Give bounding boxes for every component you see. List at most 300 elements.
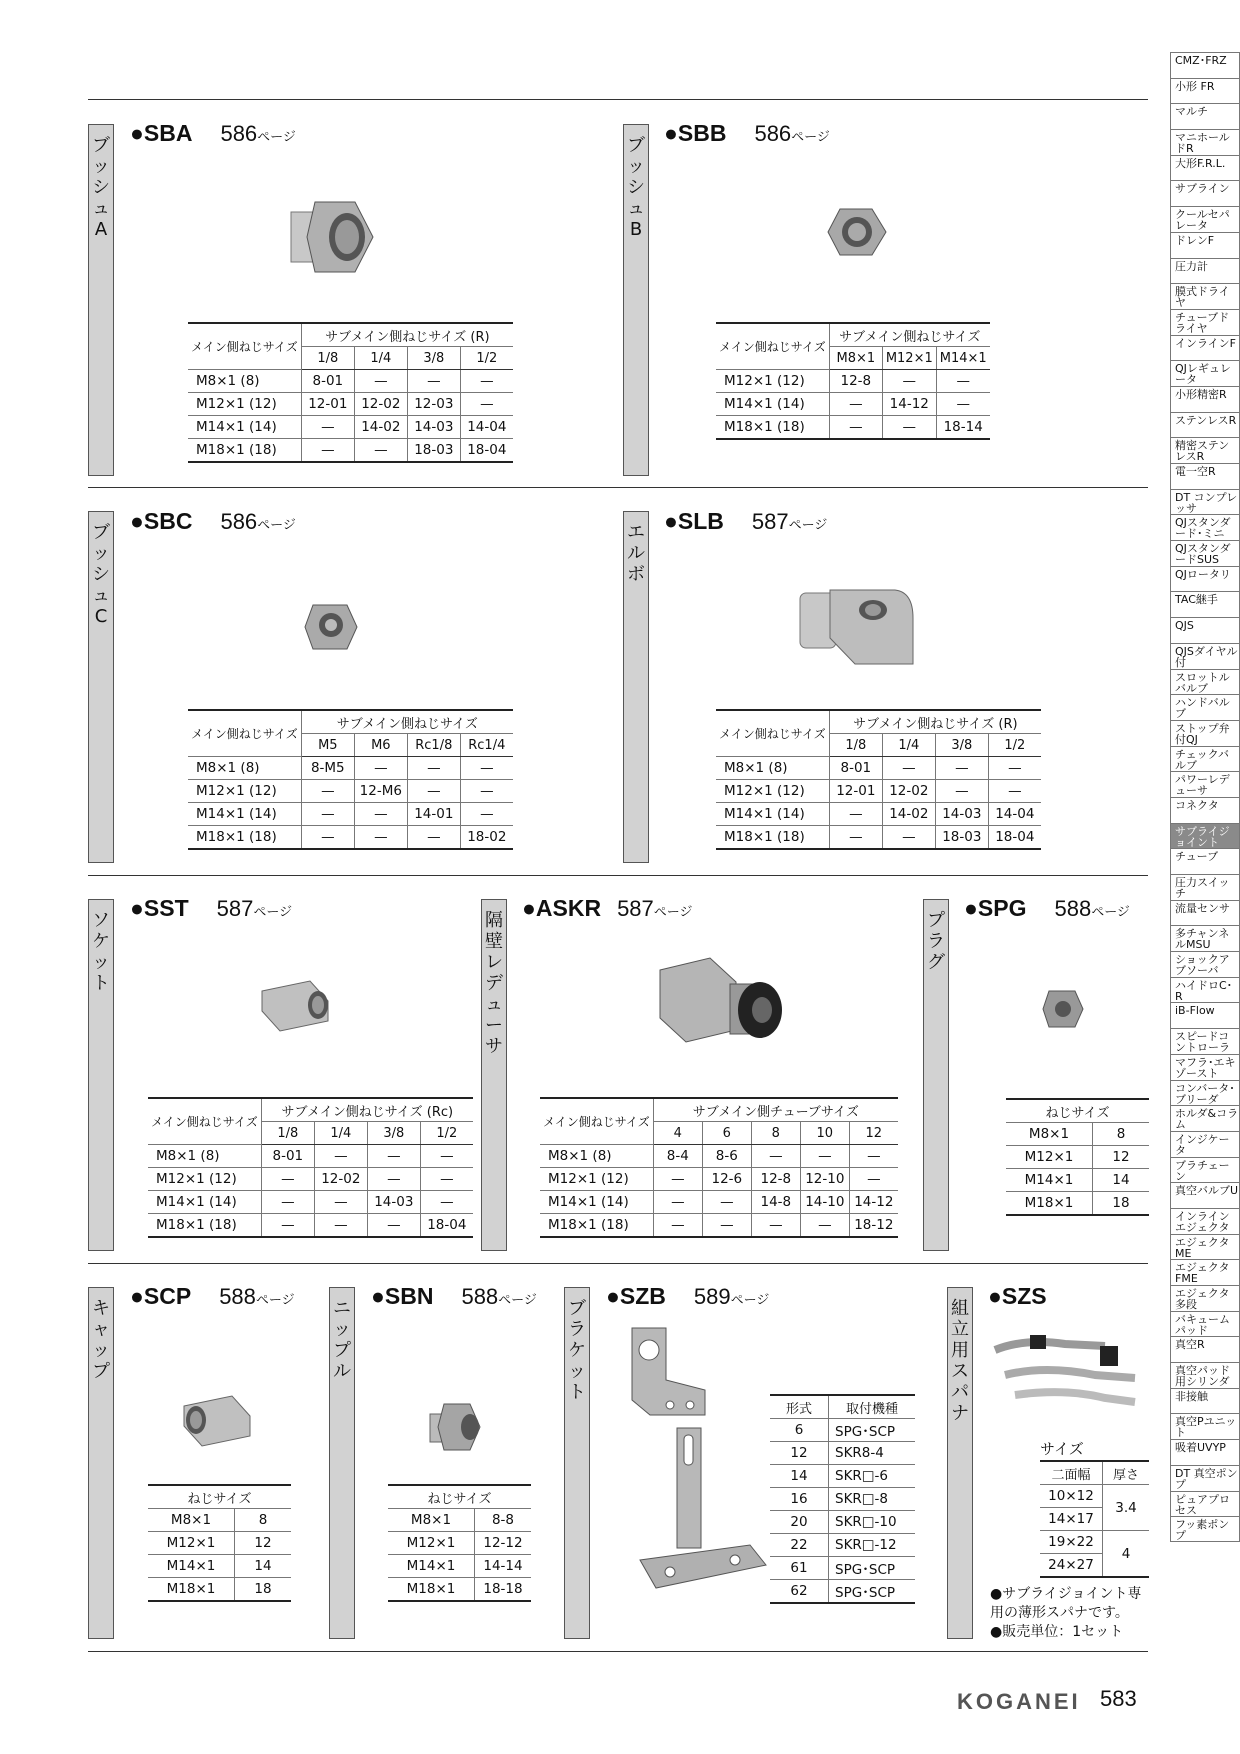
page-ref xyxy=(694,1284,769,1309)
index-tab[interactable]: コネクタ xyxy=(1170,797,1240,823)
type-cell: 22 xyxy=(770,1534,829,1557)
model-cell: 14-03 xyxy=(935,803,988,826)
width-cell: 19×22 xyxy=(1040,1531,1103,1554)
main-size-cell: M8×1 (8) xyxy=(540,1145,653,1168)
divider xyxy=(88,1651,1148,1652)
table-row xyxy=(188,803,513,826)
model-cell: 18-03 xyxy=(935,826,988,850)
index-tab[interactable]: コンバータ･ブリーダ xyxy=(1170,1080,1240,1106)
index-tabs xyxy=(1170,52,1240,1542)
model-cell: — xyxy=(800,1214,849,1238)
model-cell: — xyxy=(882,370,936,393)
table-row xyxy=(1040,1531,1149,1554)
model-cell: 18-12 xyxy=(849,1214,898,1238)
section-title-scp xyxy=(130,1283,295,1310)
model-cell: 18-04 xyxy=(988,826,1041,850)
mount-model-cell: SKR□-6 xyxy=(829,1465,916,1488)
model-cell: — xyxy=(301,826,354,850)
main-size-cell: M14×1 (14) xyxy=(716,393,829,416)
note-line: ●販売単位：1セット xyxy=(990,1624,1124,1640)
mount-model-cell: SPG･SCP xyxy=(829,1580,916,1604)
model-cell: — xyxy=(849,1168,898,1191)
index-tab[interactable]: サブライジョイント xyxy=(1170,823,1240,849)
sub-size-header: サブメイン側ねじサイズ (R) xyxy=(301,323,513,347)
model-cell: — xyxy=(367,1214,420,1238)
sub-size-header: サブメイン側ねじサイズ (Rc) xyxy=(261,1098,473,1122)
table-row xyxy=(770,1442,915,1465)
page-ref xyxy=(754,121,829,146)
section-title-slb xyxy=(664,508,827,535)
page-ref xyxy=(752,509,827,534)
table-row xyxy=(540,1214,898,1238)
index-tab[interactable]: クールセパレータ xyxy=(1170,206,1240,232)
index-tab[interactable]: 小形 FR xyxy=(1170,78,1240,104)
table-row xyxy=(716,416,990,440)
model-cell: 12-12 xyxy=(475,1532,532,1555)
page-suffix: ページ xyxy=(498,1292,537,1307)
brand-logo: KOGANEI xyxy=(957,1689,1081,1714)
index-tab[interactable]: マニホールドR xyxy=(1170,129,1240,155)
model-cell: 18-18 xyxy=(475,1578,532,1602)
model-cell: 14-02 xyxy=(882,803,935,826)
model-cell: 14-03 xyxy=(407,416,460,439)
index-tab[interactable]: 精密ステンレスR xyxy=(1170,437,1240,463)
product-code: ●SZS xyxy=(988,1283,1047,1309)
table-row xyxy=(770,1580,915,1604)
index-tab[interactable]: 真空R xyxy=(1170,1336,1240,1362)
table-row xyxy=(716,757,1041,780)
col-header: 1/2 xyxy=(420,1122,473,1145)
bracket-photo xyxy=(610,1320,780,1600)
page-ref xyxy=(220,509,295,534)
page-suffix: ページ xyxy=(255,1292,295,1307)
page-suffix: ページ xyxy=(653,904,693,919)
page-suffix: ページ xyxy=(257,129,296,144)
model-cell: — xyxy=(751,1145,800,1168)
index-tab[interactable]: 多チャンネルMSU xyxy=(1170,925,1240,951)
table-row xyxy=(148,1214,473,1238)
index-tab[interactable]: バキュームパッド xyxy=(1170,1311,1240,1337)
elbow-photo xyxy=(795,578,920,673)
bulkhead-reducer-photo xyxy=(650,952,785,1062)
spec-table-slb xyxy=(716,709,1041,850)
thread-size-cell: M8×1 xyxy=(1006,1123,1093,1146)
table-row xyxy=(1006,1146,1149,1169)
table-row xyxy=(1006,1169,1149,1192)
section-title-sst xyxy=(130,895,292,922)
model-cell: — xyxy=(407,826,460,850)
model-cell: — xyxy=(420,1145,473,1168)
main-size-cell: M8×1 (8) xyxy=(716,757,829,780)
col-header: 1/8 xyxy=(301,347,354,370)
thread-size-cell: M8×1 xyxy=(148,1509,235,1532)
type-cell: 16 xyxy=(770,1488,829,1511)
index-tab[interactable]: 大形F.R.L. xyxy=(1170,155,1240,181)
col-header: Rc1/8 xyxy=(407,734,460,757)
section-title-sba xyxy=(130,120,296,147)
model-cell: 14-01 xyxy=(407,803,460,826)
model-cell: 18 xyxy=(1093,1192,1150,1216)
plug-photo xyxy=(1041,987,1085,1031)
index-tab[interactable]: インラインエジェクタ xyxy=(1170,1208,1240,1234)
model-cell: — xyxy=(261,1168,314,1191)
model-cell: — xyxy=(653,1191,702,1214)
index-tab[interactable]: QJスタンダード･ミニ xyxy=(1170,514,1240,540)
model-cell: 18-14 xyxy=(936,416,989,440)
index-tab[interactable]: iB-Flow xyxy=(1170,1002,1240,1028)
model-cell: — xyxy=(460,393,513,416)
index-tab[interactable]: スロットルバルブ xyxy=(1170,669,1240,695)
index-tab[interactable]: 電一空R xyxy=(1170,463,1240,489)
model-cell: 8 xyxy=(1093,1123,1150,1146)
main-size-header: メイン側ねじサイズ xyxy=(540,1098,653,1145)
model-cell: — xyxy=(882,416,936,440)
model-cell: 12-01 xyxy=(301,393,354,416)
index-tab[interactable]: 吸着UVYP xyxy=(1170,1439,1240,1465)
model-cell: — xyxy=(829,393,882,416)
side-label-scp: キャップ xyxy=(88,1287,114,1639)
index-tab[interactable]: マフラ･エキゾースト xyxy=(1170,1054,1240,1080)
nipple-photo xyxy=(428,1400,488,1455)
socket-photo xyxy=(258,975,333,1035)
bushing-a-photo xyxy=(285,192,375,282)
index-tab[interactable]: QJSダイヤル付 xyxy=(1170,643,1240,669)
index-tab[interactable]: 小形精密R xyxy=(1170,386,1240,412)
thread-size-cell: M14×1 xyxy=(388,1555,475,1578)
model-cell: — xyxy=(354,803,407,826)
col-header: 1/4 xyxy=(354,347,407,370)
page-suffix: ページ xyxy=(730,1292,770,1307)
mount-model-header: 取付機種 xyxy=(829,1395,916,1419)
side-label-szb: ブラケット xyxy=(564,1287,590,1639)
model-cell: — xyxy=(653,1168,702,1191)
index-tab[interactable]: サブライン xyxy=(1170,180,1240,206)
page-ref xyxy=(461,1284,536,1309)
table-row xyxy=(388,1555,531,1578)
model-cell: — xyxy=(314,1145,367,1168)
spec-table-askr xyxy=(540,1097,898,1238)
table-row xyxy=(716,826,1041,850)
product-code: ●SCP xyxy=(130,1283,192,1309)
index-tab[interactable]: DT コンプレッサ xyxy=(1170,489,1240,515)
mount-model-cell: SKR□-12 xyxy=(829,1534,916,1557)
product-code: ●SZB xyxy=(606,1283,666,1309)
index-tab[interactable]: チェックバルブ xyxy=(1170,746,1240,772)
index-tab[interactable]: QJロータリ xyxy=(1170,566,1240,592)
table-row xyxy=(188,393,513,416)
model-cell: — xyxy=(407,780,460,803)
model-cell: 14-04 xyxy=(460,416,513,439)
model-cell: — xyxy=(420,1191,473,1214)
page-ref xyxy=(1054,896,1129,921)
page-suffix: ページ xyxy=(257,517,296,532)
type-header: 形式 xyxy=(770,1395,829,1419)
model-cell: 14-12 xyxy=(882,393,936,416)
index-tab[interactable]: ステンレスR xyxy=(1170,412,1240,438)
page-number: 588 xyxy=(219,1284,256,1309)
side-label-szs: 組立用スパナ xyxy=(947,1287,973,1639)
spec-table-sba xyxy=(188,322,513,463)
model-cell: — xyxy=(420,1168,473,1191)
col-header: M5 xyxy=(301,734,354,757)
index-tab[interactable]: 膜式ドライヤ xyxy=(1170,283,1240,309)
product-code: ●SBB xyxy=(664,120,727,146)
model-cell: — xyxy=(301,780,354,803)
col-header: 1/8 xyxy=(261,1122,314,1145)
page-number: 587 xyxy=(751,509,789,534)
type-cell: 61 xyxy=(770,1557,829,1580)
table-row xyxy=(388,1532,531,1555)
index-tab[interactable]: フッ素ポンプ xyxy=(1170,1516,1240,1542)
side-label-sbb: ブッシュB xyxy=(623,124,649,476)
page-number: 587 xyxy=(617,896,654,921)
model-cell: — xyxy=(354,439,407,463)
index-tab[interactable]: スピードコントローラ xyxy=(1170,1028,1240,1054)
index-tab[interactable]: ハイドロC･R xyxy=(1170,977,1240,1003)
main-size-header: メイン側ねじサイズ xyxy=(188,323,301,370)
model-cell: 12-02 xyxy=(354,393,407,416)
col-header: 1/8 xyxy=(829,734,882,757)
model-cell: — xyxy=(301,803,354,826)
model-cell: — xyxy=(460,780,513,803)
divider xyxy=(88,1263,1148,1264)
model-cell: — xyxy=(354,370,407,393)
index-tab[interactable]: ショックアブソーバ xyxy=(1170,951,1240,977)
index-tab[interactable]: DT 真空ポンプ xyxy=(1170,1465,1240,1491)
table-row xyxy=(148,1168,473,1191)
index-tab[interactable]: ハンドバルブ xyxy=(1170,694,1240,720)
main-size-header: メイン側ねじサイズ xyxy=(148,1098,261,1145)
table-row xyxy=(388,1578,531,1602)
table-row xyxy=(188,826,513,850)
index-tab[interactable]: 圧力計 xyxy=(1170,258,1240,284)
sub-size-header: サブメイン側チューブサイズ xyxy=(653,1098,898,1122)
col-header: 4 xyxy=(653,1122,702,1145)
page-ref xyxy=(220,121,295,146)
model-cell: — xyxy=(849,1145,898,1168)
table-row xyxy=(716,393,990,416)
model-cell: 14-12 xyxy=(849,1191,898,1214)
divider xyxy=(88,875,1148,876)
szs-notes xyxy=(990,1585,1150,1642)
col-header: Rc1/4 xyxy=(460,734,513,757)
model-cell: 18 xyxy=(235,1578,292,1602)
model-cell: 8-01 xyxy=(261,1145,314,1168)
table-row xyxy=(188,370,513,393)
model-cell: 12-8 xyxy=(829,370,882,393)
index-tab[interactable]: ピュアプロセス xyxy=(1170,1491,1240,1517)
model-cell: 8-M5 xyxy=(301,757,354,780)
index-tab[interactable]: ドレンF xyxy=(1170,232,1240,258)
section-title-szb xyxy=(606,1283,769,1310)
col-header: 1/2 xyxy=(460,347,513,370)
index-tab[interactable]: 真空Pユニット xyxy=(1170,1413,1240,1439)
index-tab[interactable]: QJS xyxy=(1170,617,1240,643)
page-ref xyxy=(219,1284,294,1309)
model-cell: 8-01 xyxy=(301,370,354,393)
index-tab[interactable]: CMZ･FRZ xyxy=(1170,52,1240,78)
model-cell: 14 xyxy=(235,1555,292,1578)
index-tab[interactable]: 真空パッド用シリンダ xyxy=(1170,1362,1240,1388)
product-code: ●SST xyxy=(130,895,189,921)
note-line: ●サブライジョイント専用の薄形スパナです。 xyxy=(990,1586,1142,1621)
model-cell: 12-M6 xyxy=(354,780,407,803)
index-tab[interactable]: エジェクタFME xyxy=(1170,1259,1240,1285)
index-tab[interactable]: チューブドライヤ xyxy=(1170,309,1240,335)
spec-table-sbc xyxy=(188,709,513,850)
index-tab[interactable]: エジェクタME xyxy=(1170,1234,1240,1260)
model-cell: 8-8 xyxy=(475,1509,532,1532)
col-header: M6 xyxy=(354,734,407,757)
table-row xyxy=(148,1555,291,1578)
col-header: 12 xyxy=(849,1122,898,1145)
model-cell: 8 xyxy=(235,1509,292,1532)
table-row xyxy=(716,370,990,393)
index-tab[interactable]: マルチ xyxy=(1170,103,1240,129)
model-cell: 14-8 xyxy=(751,1191,800,1214)
side-label-askr: 隔壁レデューサ xyxy=(481,899,507,1251)
table-row xyxy=(770,1488,915,1511)
col-header: M12×1 xyxy=(882,347,936,370)
model-cell: — xyxy=(936,393,989,416)
model-cell: — xyxy=(829,416,882,440)
col-header: 1/2 xyxy=(988,734,1041,757)
model-cell: 14-03 xyxy=(367,1191,420,1214)
model-cell: — xyxy=(407,757,460,780)
model-cell: — xyxy=(882,826,935,850)
section-title-sbc xyxy=(130,508,296,535)
main-size-cell: M12×1 (12) xyxy=(148,1168,261,1191)
model-cell: — xyxy=(988,757,1041,780)
thickness-cell: 4 xyxy=(1103,1531,1150,1578)
model-cell: — xyxy=(460,370,513,393)
page-number: 583 xyxy=(1100,1686,1137,1711)
page-ref xyxy=(217,896,292,921)
thickness-header: 厚さ xyxy=(1103,1461,1150,1485)
thread-size-cell: M18×1 xyxy=(388,1578,475,1602)
table-row xyxy=(770,1419,915,1442)
index-tab[interactable]: QJスタンダードSUS xyxy=(1170,540,1240,566)
model-cell: 12 xyxy=(1093,1146,1150,1169)
side-label-sbc: ブッシュC xyxy=(88,511,114,863)
model-cell: — xyxy=(829,826,882,850)
model-cell: — xyxy=(800,1145,849,1168)
thread-size-cell: M8×1 xyxy=(388,1509,475,1532)
model-cell: 18-04 xyxy=(460,439,513,463)
index-tab[interactable]: パワーレデューサ xyxy=(1170,771,1240,797)
page-number: 586 xyxy=(220,121,258,146)
divider xyxy=(88,99,1148,100)
model-cell: — xyxy=(261,1191,314,1214)
bushing-c-photo xyxy=(303,597,358,652)
table-row xyxy=(770,1534,915,1557)
side-label-sba: ブッシュA xyxy=(88,124,114,476)
index-tab[interactable]: ホルダ&コラム xyxy=(1170,1105,1240,1131)
model-cell: — xyxy=(367,1168,420,1191)
index-tab[interactable]: TAC継手 xyxy=(1170,591,1240,617)
width-cell: 14×17 xyxy=(1040,1508,1103,1531)
type-cell: 20 xyxy=(770,1511,829,1534)
sub-size-header: サブメイン側ねじサイズ xyxy=(301,710,513,734)
product-code: ●SPG xyxy=(964,895,1027,921)
table-row xyxy=(540,1145,898,1168)
model-cell: 18-03 xyxy=(407,439,460,463)
page-number: 586 xyxy=(754,121,792,146)
index-tab[interactable]: 真空バルブU xyxy=(1170,1182,1240,1208)
table-row xyxy=(716,803,1041,826)
model-cell: — xyxy=(354,757,407,780)
table-row xyxy=(148,1191,473,1214)
page-number: 589 xyxy=(693,1284,731,1309)
product-code: ●ASKR xyxy=(522,895,602,921)
spec-table-sbb xyxy=(716,322,990,440)
main-size-cell: M18×1 (18) xyxy=(716,826,829,850)
page-suffix: ページ xyxy=(1091,904,1130,919)
page-number: 588 xyxy=(461,1284,499,1309)
index-tab[interactable]: インラインF xyxy=(1170,335,1240,361)
index-tab[interactable]: インジケータ xyxy=(1170,1131,1240,1157)
main-size-cell: M12×1 (12) xyxy=(540,1168,653,1191)
side-label-sst: ソケット xyxy=(88,899,114,1251)
main-size-cell: M12×1 (12) xyxy=(716,780,829,803)
model-cell: — xyxy=(460,757,513,780)
main-size-header: メイン側ねじサイズ xyxy=(716,323,829,370)
main-size-cell: M18×1 (18) xyxy=(716,416,829,440)
thread-size-header: ねじサイズ xyxy=(1006,1099,1149,1123)
section-title-sbn xyxy=(371,1283,537,1310)
model-cell: — xyxy=(702,1191,751,1214)
type-cell: 14 xyxy=(770,1465,829,1488)
index-tab[interactable]: ストップ弁付QJ xyxy=(1170,720,1240,746)
table-row xyxy=(540,1191,898,1214)
table-row xyxy=(770,1557,915,1580)
col-header: 8 xyxy=(751,1122,800,1145)
spec-table-sst xyxy=(148,1097,473,1238)
thread-size-cell: M12×1 xyxy=(1006,1146,1093,1169)
main-size-cell: M12×1 (12) xyxy=(716,370,829,393)
index-tab[interactable]: エジェクタ多段 xyxy=(1170,1285,1240,1311)
index-tab[interactable]: 流量センサ xyxy=(1170,900,1240,926)
spec-table-szs xyxy=(1040,1460,1149,1578)
index-tab[interactable]: チューブ xyxy=(1170,848,1240,874)
main-size-cell: M18×1 (18) xyxy=(148,1214,261,1238)
table-row xyxy=(1006,1192,1149,1216)
model-cell: — xyxy=(460,803,513,826)
main-size-cell: M14×1 (14) xyxy=(716,803,829,826)
main-size-header: メイン側ねじサイズ xyxy=(716,710,829,757)
thread-size-cell: M12×1 xyxy=(148,1532,235,1555)
width-across-flats-header: 二面幅 xyxy=(1040,1461,1103,1485)
page-number: 586 xyxy=(220,509,258,534)
table-row xyxy=(770,1465,915,1488)
model-cell: — xyxy=(751,1214,800,1238)
spec-table-szb xyxy=(770,1394,915,1604)
model-cell: — xyxy=(261,1214,314,1238)
index-tab[interactable]: 非接触 xyxy=(1170,1388,1240,1414)
side-label-spg: プラグ xyxy=(923,899,949,1251)
section-title-spg xyxy=(964,895,1130,922)
index-tab[interactable]: ブラチェーン xyxy=(1170,1157,1240,1183)
model-cell: 8-6 xyxy=(702,1145,751,1168)
table-row xyxy=(770,1511,915,1534)
model-cell: 14-02 xyxy=(354,416,407,439)
model-cell: — xyxy=(314,1191,367,1214)
thread-size-cell: M18×1 xyxy=(148,1578,235,1602)
index-tab[interactable]: QJレギュレータ xyxy=(1170,360,1240,386)
main-size-cell: M14×1 (14) xyxy=(188,416,301,439)
thickness-cell: 3.4 xyxy=(1103,1485,1150,1531)
index-tab[interactable]: 圧力スイッチ xyxy=(1170,874,1240,900)
